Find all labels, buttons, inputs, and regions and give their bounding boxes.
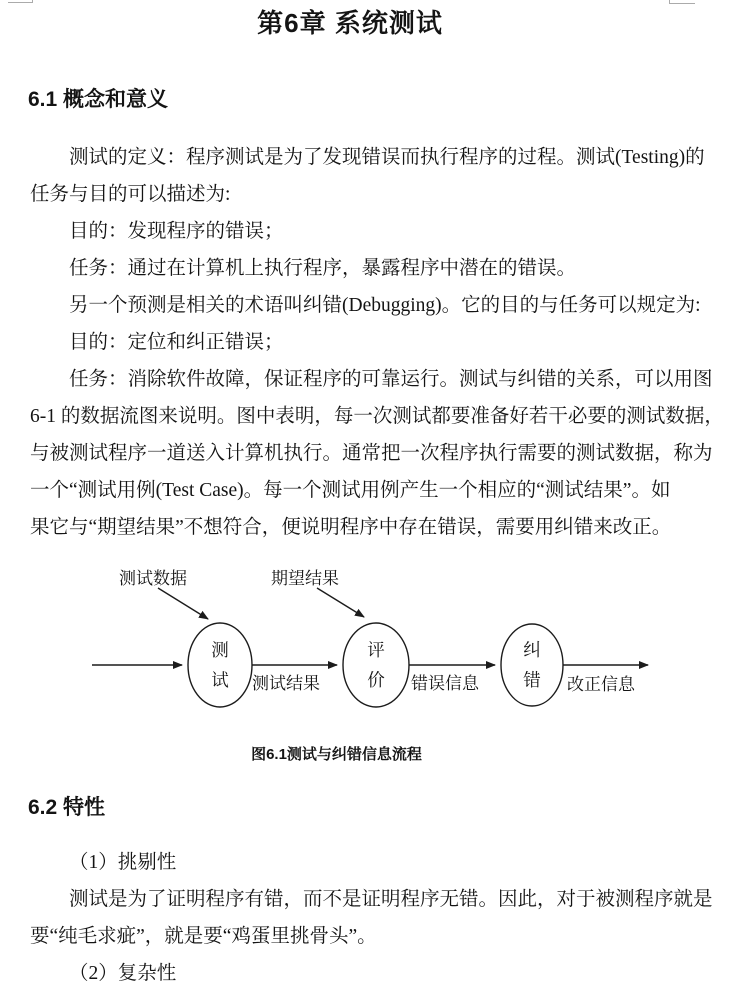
node-label-test: 测试 <box>211 640 229 690</box>
flow-label-correction-info: 改正信息 <box>567 675 635 694</box>
flow-label-test-result: 测试结果 <box>252 674 320 693</box>
body-line: 果它与“期望结果”不想符合，便说明程序中存在错误，需要用纠错来改正。 <box>30 517 672 538</box>
body-line: 测试的定义：程序测试是为了发现错误而执行程序的过程。测试(Testing)的 <box>69 147 705 168</box>
chapter-title: 第6章 系统测试 <box>257 8 443 38</box>
flow-label-error-info: 错误信息 <box>411 674 479 693</box>
body-line: 6-1 的数据流图来说明。图中表明，每一次测试都要准备好若干必要的测试数据， <box>30 406 724 427</box>
body-line: 任务：通过在计算机上执行程序，暴露程序中潜在的错误。 <box>69 258 577 279</box>
body-line: 测试是为了证明程序有错，而不是证明程序无错。因此，对于被测程序就是 <box>69 889 713 910</box>
crop-mark-top-left-vertical <box>32 0 33 3</box>
node-label-evaluate: 评价 <box>367 640 385 690</box>
arrow-test-data-input <box>158 588 208 619</box>
body-line: 任务：消除软件故障，保证程序的可靠运行。测试与纠错的关系，可以用图 <box>69 369 713 390</box>
body-line: 与被测试程序一道送入计算机执行。通常把一次程序执行需要的测试数据，称为 <box>30 443 713 464</box>
section-heading-6-2: 6.2 特性 <box>28 796 106 819</box>
section-6-2-body <box>30 844 725 992</box>
input-label-test-data: 测试数据 <box>119 569 187 588</box>
body-line: （2）复杂性 <box>69 963 177 984</box>
section-6-1-body <box>30 139 725 546</box>
section-heading-6-1: 6.1 概念和意义 <box>28 88 169 111</box>
crop-mark-top-right-horizontal <box>669 3 695 4</box>
body-line: 任务与目的可以描述为: <box>30 184 231 205</box>
body-line: （1）挑剔性 <box>69 852 177 873</box>
node-label-debug: 纠错 <box>523 640 541 690</box>
body-line: 一个“测试用例(Test Case)。每一个测试用例产生一个相应的“测试结果”。如 <box>30 480 671 501</box>
body-line: 要“纯毛求疵”，就是要“鸡蛋里挑骨头”。 <box>30 926 377 947</box>
figure-caption: 图6.1测试与纠错信息流程 <box>251 746 422 763</box>
crop-mark-top-left-horizontal <box>8 2 32 3</box>
body-line: 另一个预测是相关的术语叫纠错(Debugging)。它的目的与任务可以规定为: <box>69 295 701 316</box>
body-line: 目的：定位和纠正错误； <box>69 332 284 353</box>
body-line: 目的：发现程序的错误； <box>69 221 284 242</box>
arrow-expected-result-input <box>317 588 364 617</box>
input-label-expected-result: 期望结果 <box>271 569 339 588</box>
